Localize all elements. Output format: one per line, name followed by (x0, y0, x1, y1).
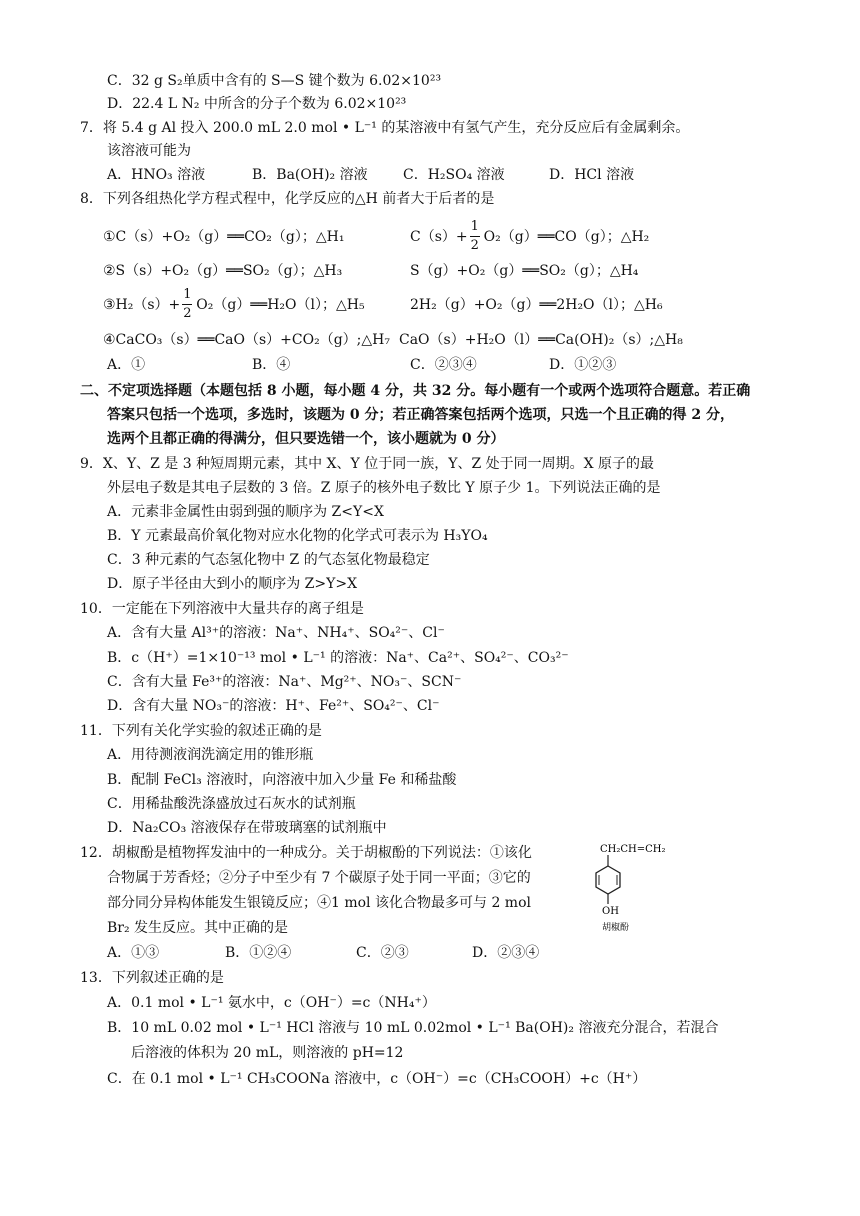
q12-option-d: D．②③④ (472, 945, 540, 961)
q8-eq3-left (103, 287, 365, 321)
q12-option-c: C．②③ (356, 945, 409, 961)
q10-option-a: A．含有大量 Al³⁺的溶液：Na⁺、NH₄⁺、SO₄²⁻、Cl⁻ (107, 625, 445, 641)
q8-eq1-right-pre: C（s）+ (410, 229, 468, 245)
q7-stem-line2: 该溶液可能为 (107, 143, 191, 159)
q6-option-d: D．22.4 L N₂ 中所含的分子个数为 6.02×10²³ (107, 96, 407, 112)
structure-chain-label: CH₂CH=CH₂ (600, 844, 666, 855)
q10-stem: 10．一定能在下列溶液中大量共存的离子组是 (80, 601, 364, 617)
structure-oh-label: OH (602, 906, 619, 917)
q10-option-c: C．含有大量 Fe³⁺的溶液：Na⁺、Mg²⁺、NO₃⁻、SCN⁻ (107, 674, 462, 690)
q9-stem-line1: 9．X、Y、Z 是 3 种短周期元素，其中 X、Y 位于同一族，Y、Z 处于同一周期。X 原子的最 (80, 456, 655, 472)
q8-option-c: C．②③④ (410, 357, 477, 373)
q11-option-d: D．Na₂CO₃ 溶液保存在带玻璃塞的试剂瓶中 (107, 820, 387, 836)
q8-eq1-right (410, 219, 650, 253)
q8-stem: 8．下列各组热化学方程式程中，化学反应的△H 前者大于后者的是 (80, 191, 495, 207)
half-fraction: $\frac{1}{2}$ (183, 287, 192, 321)
q7-option-d: D．HCl 溶液 (549, 167, 635, 183)
q12-stem-line3: 部分同分异构体能发生银镜反应；④1 mol 该化合物最多可与 2 mol (107, 895, 531, 911)
q13-option-b-line2: 后溶液的体积为 20 mL，则溶液的 pH=12 (131, 1045, 404, 1061)
q9-option-d: D．原子半径由大到小的顺序为 Z>Y>X (107, 576, 358, 592)
structure-caption: 胡椒酚 (602, 923, 630, 933)
q11-option-b: B．配制 FeCl₃ 溶液时，向溶液中加入少量 Fe 和稀盐酸 (107, 772, 457, 788)
q13-option-a: A．0.1 mol • L⁻¹ 氨水中，c（OH⁻）=c（NH₄⁺） (107, 995, 436, 1011)
q12-stem-line4: Br₂ 发生反应。其中正确的是 (107, 920, 289, 936)
q11-option-c: C．用稀盐酸洗涤盛放过石灰水的试剂瓶 (107, 796, 356, 812)
q8-eq4-left: ④CaCO₃（s）══CaO（s）+CO₂（g）;△H₇ (103, 332, 390, 348)
q7-option-c: C．H₂SO₄ 溶液 (403, 167, 505, 183)
q10-option-d: D．含有大量 NO₃⁻的溶液：H⁺、Fe²⁺、SO₄²⁻、Cl⁻ (107, 698, 440, 714)
q7-stem-line1: 7．将 5.4 g Al 投入 200.0 mL 2.0 mol • L⁻¹ 的某溶液中有氢气产生，充分反应后有金属剩余。 (80, 120, 690, 136)
q12-stem-line1: 12．胡椒酚是植物挥发油中的一种成分。关于胡椒酚的下列说法：①该化 (80, 845, 532, 861)
q8-eq3-left-post: O₂（g）══H₂O（l）；△H₅ (196, 297, 365, 313)
section2-heading-line1: 二、不定项选择题（本题包括 8 小题，每小题 4 分，共 32 分。每小题有一个或两个选项符合题意。若正确 (80, 383, 751, 399)
q9-stem-line2: 外层电子数是其电子层数的 3 倍。Z 原子的核外电子数比 Y 原子少 1。下列说法正确的是 (107, 480, 661, 496)
q8-option-b: B．④ (252, 357, 291, 373)
q8-option-a: A．① (107, 357, 146, 373)
piperine-phenol-structure (588, 842, 678, 938)
q8-eq3-right: 2H₂（g）+O₂（g）══2H₂O（l）；△H₆ (410, 297, 663, 313)
q11-option-a: A．用待测液润洗滴定用的锥形瓶 (107, 747, 314, 763)
section2-heading-line2: 答案只包括一个选项，多选时，该题为 0 分；若正确答案包括两个选项，只选一个且正确的得 2 分， (107, 407, 734, 423)
q7-option-b: B．Ba(OH)₂ 溶液 (252, 167, 368, 183)
q12-option-b: B．①②④ (225, 945, 292, 961)
q7-option-a: A．HNO₃ 溶液 (107, 167, 206, 183)
q9-option-b: B．Y 元素最高价氧化物对应水化物的化学式可表示为 H₃YO₄ (107, 528, 488, 544)
section2-heading-line3: 选两个且都正确的得满分，但只要选错一个，该小题就为 0 分） (107, 431, 505, 447)
q13-option-b-line1: B．10 mL 0.02 mol • L⁻¹ HCl 溶液与 10 mL 0.02mol • L⁻¹ Ba(OH)₂ 溶液充分混合，若混合 (107, 1020, 719, 1036)
q10-option-b: B．c（H⁺）=1×10⁻¹³ mol • L⁻¹ 的溶液：Na⁺、Ca²⁺、SO₄²⁻、CO₃²⁻ (107, 650, 569, 666)
q8-eq2-left: ②S（s）+O₂（g）══SO₂（g）；△H₃ (103, 263, 343, 279)
q8-eq1-right-post: O₂（g）══CO（g）；△H₂ (483, 229, 650, 245)
q13-stem: 13．下列叙述正确的是 (80, 970, 224, 986)
half-fraction: $\frac{1}{2}$ (470, 219, 479, 253)
q11-stem: 11．下列有关化学实验的叙述正确的是 (80, 723, 322, 739)
q13-option-c: C．在 0.1 mol • L⁻¹ CH₃COONa 溶液中，c（OH⁻）=c（CH₃COOH）+c（H⁺） (107, 1071, 647, 1087)
q8-option-d: D．①②③ (549, 357, 617, 373)
benzene-ring-diagram (588, 842, 678, 938)
q8-eq3-left-pre: ③H₂（s）+ (103, 297, 181, 313)
q8-eq4-right: CaO（s）+H₂O（l）══Ca(OH)₂（s）;△H₈ (399, 332, 683, 348)
q12-stem-line2: 合物属于芳香烃；②分子中至少有 7 个碳原子处于同一平面；③它的 (107, 870, 531, 886)
q12-option-a: A．①③ (107, 945, 160, 961)
q8-eq1-left: ①C（s）+O₂（g）══CO₂（g）；△H₁ (103, 229, 345, 245)
q9-option-c: C．3 种元素的气态氢化物中 Z 的气态氢化物最稳定 (107, 552, 430, 568)
q9-option-a: A．元素非金属性由弱到强的顺序为 Z<Y<X (107, 504, 384, 520)
q8-eq2-right: S（g）+O₂（g）══SO₂（g）；△H₄ (410, 263, 639, 279)
q6-option-c: C．32 g S₂单质中含有的 S—S 键个数为 6.02×10²³ (107, 73, 442, 89)
